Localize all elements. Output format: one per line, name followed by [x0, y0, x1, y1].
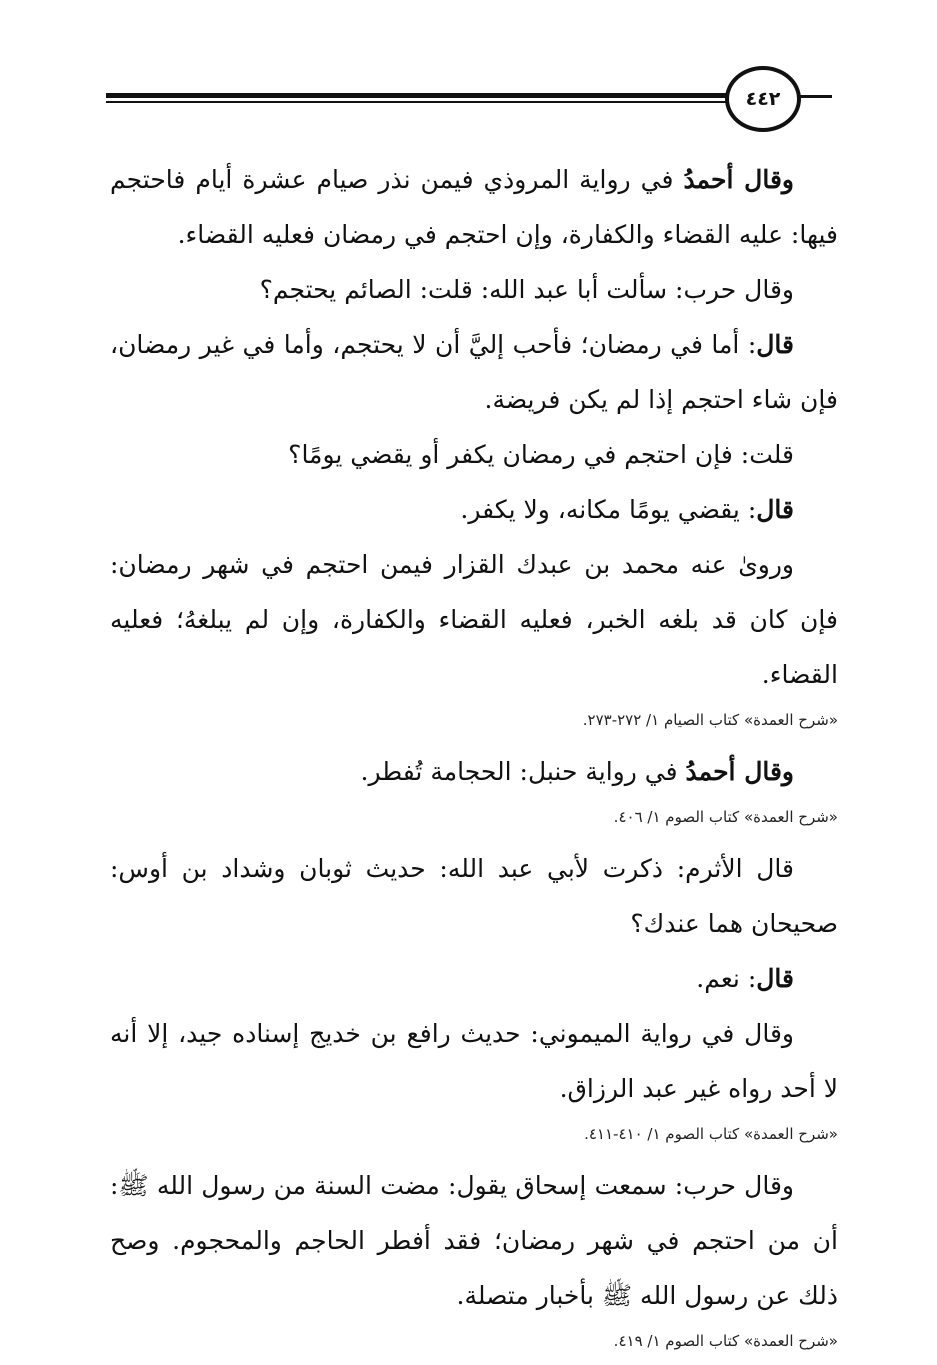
- paragraph-text: وروىٰ عنه محمد بن عبدك القزار فيمن احتجم في شهر رمضان: فإن كان قد بلغه الخبر، فعليه القضاء والكفارة، وإن لم يبلغهُ؛ فعليه القضاء.: [110, 550, 838, 689]
- paragraph: [110, 951, 838, 1006]
- paragraph-lead: قال: [756, 495, 794, 524]
- paragraph-text: وقال حرب: سمعت إسحاق يقول: مضت السنة من رسول الله ﷺ: أن من احتجم في شهر رمضان؛ فقد أفطر الحاجم والمحجوم. وصح ذلك عن رسول الله ﷺ بأخبار متصلة.: [110, 1171, 838, 1310]
- paragraph: [110, 744, 838, 799]
- citation: «شرح العمدة» كتاب الصيام ١/ ٢٧٢-٢٧٣.: [582, 711, 838, 729]
- paragraph-lead: قال: [756, 964, 794, 993]
- paragraph-text: : أما في رمضان؛ فأحب إليَّ أن لا يحتجم، وأما في غير رمضان، فإن شاء احتجم إذا لم يكن فريضة.: [110, 330, 838, 414]
- paragraph-text: وقال حرب: سألت أبا عبد الله: قلت: الصائم يحتجم؟: [259, 275, 794, 304]
- paragraph: [110, 427, 838, 482]
- header-rule-tail: [796, 95, 832, 98]
- paragraph-text: : يقضي يومًا مكانه، ولا يكفر.: [460, 495, 757, 524]
- paragraph: [110, 841, 838, 951]
- paragraph-text: قال الأثرم: ذكرت لأبي عبد الله: حديث ثوبان وشداد بن أوس: صحيحان هما عندك؟: [110, 854, 838, 938]
- paragraph: [110, 1158, 838, 1323]
- paragraph-text: وقال في رواية الميموني: حديث رافع بن خديج إسناده جيد، إلا أنه لا أحد رواه غير عبد الرزاق.: [110, 1019, 838, 1103]
- paragraph: [110, 537, 838, 702]
- citation: «شرح العمدة» كتاب الصوم ١/ ٤١٩.: [613, 1332, 838, 1350]
- header-double-rule: [106, 93, 726, 103]
- citation: «شرح العمدة» كتاب الصوم ١/ ٤٠٦.: [613, 808, 838, 826]
- paragraph: [110, 482, 838, 537]
- paragraph-lead: وقال أحمدُ: [683, 165, 794, 194]
- header-rule-thick: [106, 93, 726, 98]
- paragraph: [110, 262, 838, 317]
- page-number: ٤٤٢: [725, 66, 801, 132]
- paragraph-text: في رواية حنبل: الحجامة تُفطر.: [360, 757, 686, 786]
- paragraph-text: : نعم.: [696, 964, 757, 993]
- page-body: [110, 152, 838, 1365]
- paragraph: [110, 317, 838, 427]
- paragraph: [110, 1006, 838, 1116]
- header-rule-thin: [106, 101, 726, 103]
- paragraph-text: في رواية المروذي فيمن نذر صيام عشرة أيام فاحتجم فيها: عليه القضاء والكفارة، وإن احتجم في رمضان فعليه القضاء.: [110, 165, 838, 249]
- citation: «شرح العمدة» كتاب الصوم ١/ ٤١٠-٤١١.: [584, 1125, 838, 1143]
- paragraph-lead: قال: [756, 330, 794, 359]
- paragraph-lead: وقال أحمدُ: [685, 757, 794, 786]
- paragraph: [110, 152, 838, 262]
- paragraph-text: قلت: فإن احتجم في رمضان يكفر أو يقضي يومًا؟: [288, 440, 794, 469]
